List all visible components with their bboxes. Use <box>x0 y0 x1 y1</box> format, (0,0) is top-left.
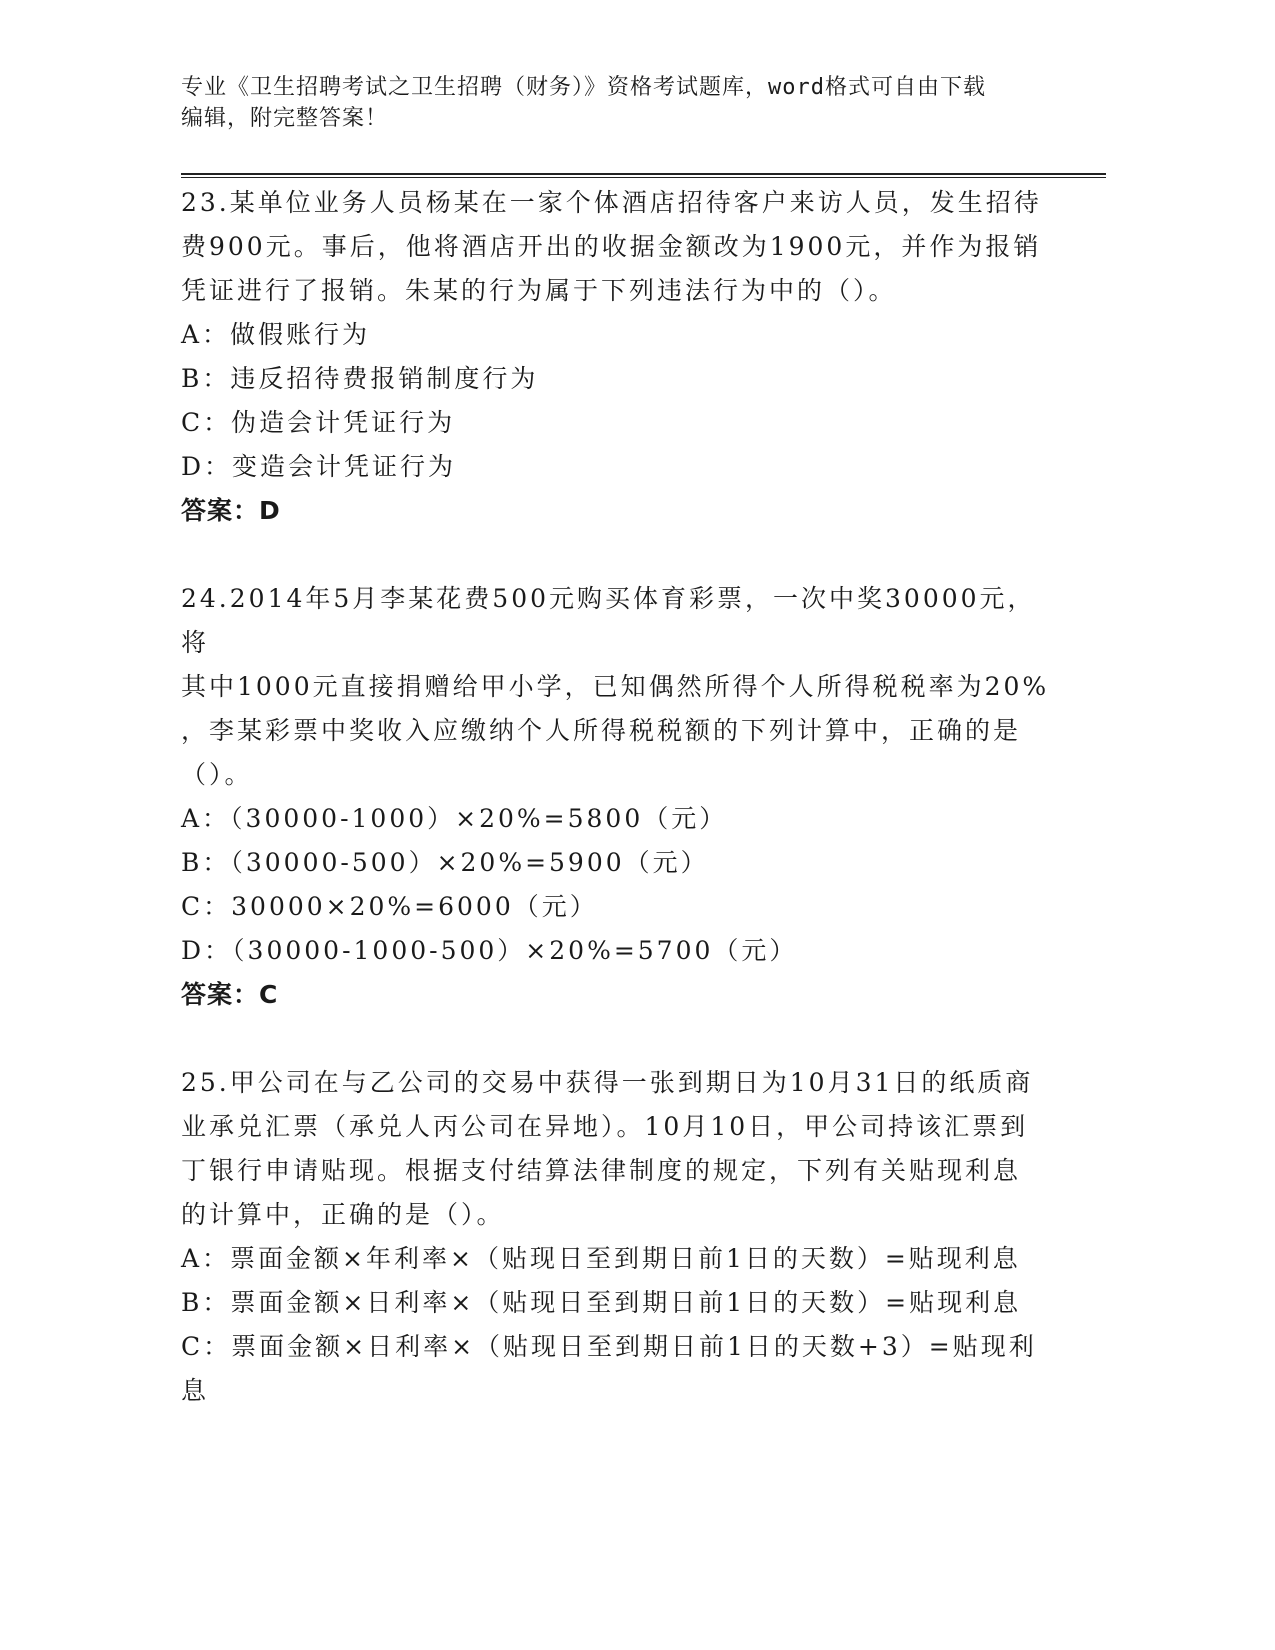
question-24 <box>181 577 1051 1017</box>
header-line-2: 编辑，附完整答案！ <box>181 106 389 131</box>
question-text-line: 24.2014年5月李某花费500元购买体育彩票，一次中奖30000元，将 <box>181 584 1036 657</box>
question-text-line: 费900元。事后，他将酒店开出的收据金额改为1900元，并作为报销 <box>181 232 1042 261</box>
option-b: B：违反招待费报销制度行为 <box>181 364 539 393</box>
option-b: B：票面金额×日利率×（贴现日至到期日前1日的天数）=贴现利息 <box>181 1288 1022 1317</box>
option-c: C：票面金额×日利率×（贴现日至到期日前1日的天数+3）=贴现利 <box>181 1332 1037 1361</box>
question-text-line: 凭证进行了报销。朱某的行为属于下列违法行为中的（）。 <box>181 276 897 305</box>
question-spacer <box>181 533 1051 577</box>
option-c-continued: 息 <box>181 1376 210 1405</box>
page-header <box>181 72 1061 134</box>
answer-label: 答案：C <box>181 980 279 1009</box>
question-25 <box>181 1061 1051 1413</box>
question-text-line: 25.甲公司在与乙公司的交易中获得一张到期日为10月31日的纸质商 <box>181 1068 1034 1097</box>
option-d: D：（30000-1000-500）×20%=5700（元） <box>181 936 798 965</box>
question-spacer <box>181 1017 1051 1061</box>
question-text-line: 业承兑汇票（承兑人丙公司在异地）。10月10日，甲公司持该汇票到 <box>181 1112 1029 1141</box>
option-d: D：变造会计凭证行为 <box>181 452 457 481</box>
option-a: A：票面金额×年利率×（贴现日至到期日前1日的天数）=贴现利息 <box>181 1244 1021 1273</box>
question-text-line: 丁银行申请贴现。根据支付结算法律制度的规定，下列有关贴现利息 <box>181 1156 1022 1185</box>
question-text-line: 其中1000元直接捐赠给甲小学，已知偶然所得个人所得税税率为20% <box>181 672 1050 701</box>
question-list <box>181 181 1051 1413</box>
option-c: C：伪造会计凭证行为 <box>181 408 456 437</box>
option-a: A：做假账行为 <box>181 320 371 349</box>
option-a: A：（30000-1000）×20%=5800（元） <box>181 804 728 833</box>
question-text-line: ，李某彩票中奖收入应缴纳个人所得税税额的下列计算中，正确的是 <box>181 716 1022 745</box>
header-divider <box>181 173 1106 179</box>
header-line-1: 专业《卫生招聘考试之卫生招聘（财务）》资格考试题库，word格式可自由下载 <box>181 75 986 100</box>
option-c: C：30000×20%=6000（元） <box>181 892 598 921</box>
answer-label: 答案：D <box>181 496 281 525</box>
question-23 <box>181 181 1051 533</box>
question-text-line: （）。 <box>181 760 253 789</box>
option-b: B：（30000-500）×20%=5900（元） <box>181 848 709 877</box>
question-text-line: 的计算中，正确的是（）。 <box>181 1200 505 1229</box>
header-divider-thin <box>181 177 1106 178</box>
question-text-line: 23.某单位业务人员杨某在一家个体酒店招待客户来访人员，发生招待 <box>181 188 1042 217</box>
header-divider-thick <box>181 173 1106 175</box>
